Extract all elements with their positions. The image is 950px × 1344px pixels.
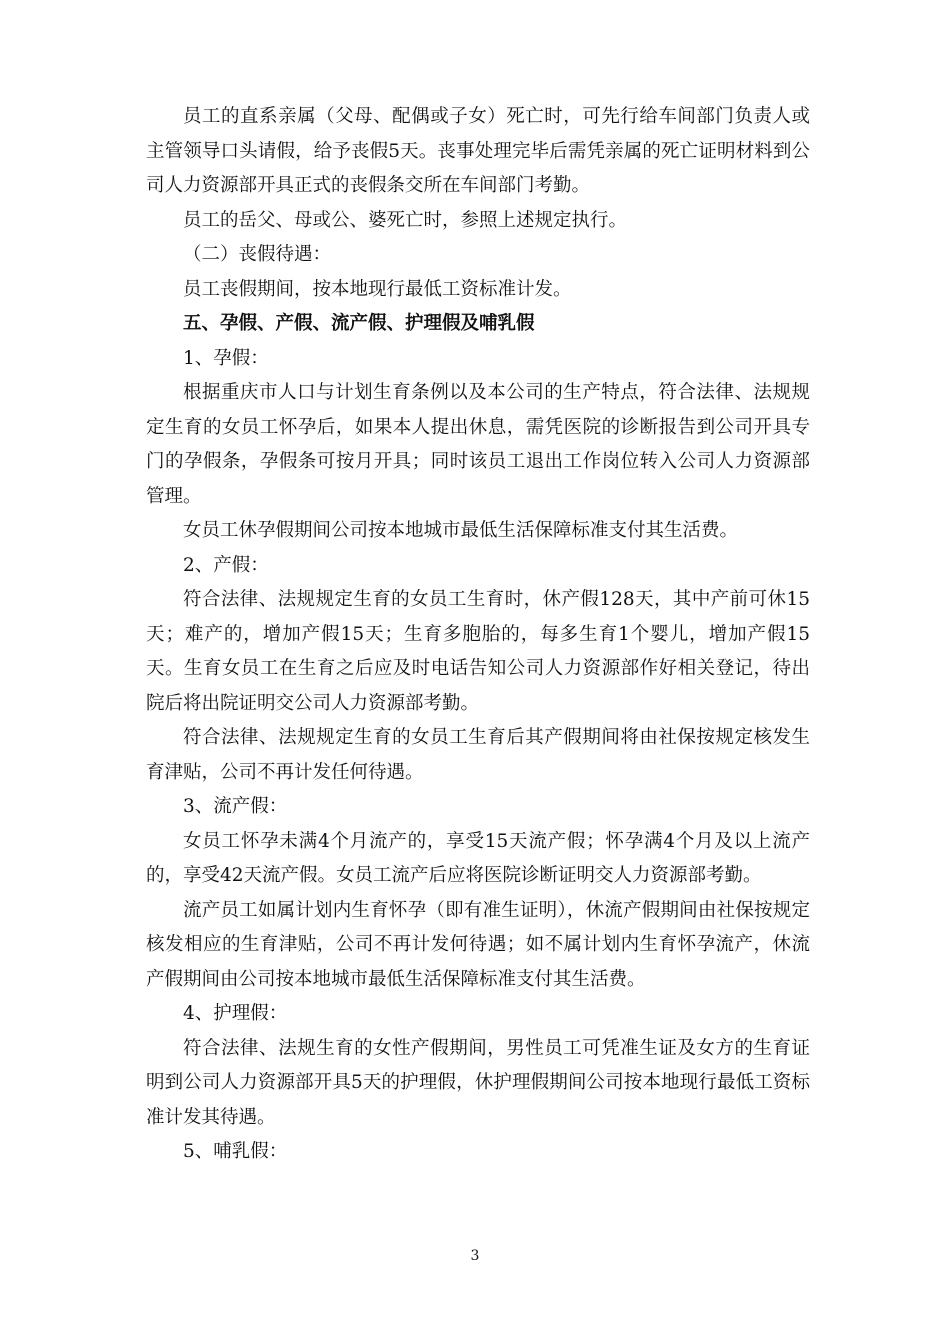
page-number: 3 (470, 1248, 480, 1264)
paragraph: 符合法律、法规规定生育的女员工生育后其产假期间将由社保按规定核发生育津贴，公司不再计发任何待遇。 (146, 727, 810, 783)
paragraph: 符合法律、法规规定生育的女员工生育时，休产假128天，其中产前可休15天；难产的，增加产假15天；生育多胞胎的，每多生育1个婴儿，增加产假15天。生育女员工在生育之后应及时电话告知公司人力资源部作好相关登记，待出院后将出院证明交公司人力资源部考勤。 (146, 589, 810, 714)
subsection-title: 5、哺乳假： (183, 1141, 288, 1162)
subsection-title: 3、流产假： (183, 796, 288, 817)
paragraph: 女员工怀孕未满4个月流产的，享受15天流产假；怀孕满4个月及以上流产的，享受42天流产假。女员工流产后应将医院诊断证明交人力资源部考勤。 (146, 830, 810, 886)
paragraph: 员工的岳父、母或公、婆死亡时，参照上述规定执行。 (183, 209, 628, 231)
paragraph: 员工丧假期间，按本地现行最低工资标准计发。 (183, 278, 572, 300)
paragraph: （二）丧假待遇： (183, 244, 332, 265)
paragraph: 符合法律、法规生育的女性产假期间，男性员工可凭准生证及女方的生育证明到公司人力资源部开具5天的护理假，休护理假期间公司按本地现行最低工资标准计发其待遇。 (146, 1037, 810, 1128)
paragraph: 女员工休孕假期间公司按本地城市最低生活保障标准支付其生活费。 (183, 520, 739, 541)
section-heading: 五、孕假、产假、流产假、护理假及哺乳假 (183, 313, 535, 334)
subsection-title: 2、产假： (183, 554, 269, 576)
subsection-title: 4、护理假： (183, 1003, 288, 1024)
paragraph: 根据重庆市人口与计划生育条例以及本公司的生产特点，符合法律、法规规定生育的女员工怀孕后，如果本人提出休息，需凭医院的诊断报告到公司开具专门的孕假条，孕假条可按月开具；同时该员工退出工作岗位转入公司人力资源部管理。 (146, 382, 810, 507)
subsection-title: 1、孕假： (183, 347, 269, 369)
paragraph: 员工的直系亲属（父母、配偶或子女）死亡时，可先行给车间部门负责人或主管领导口头请假，给予丧假5天。丧事处理完毕后需凭亲属的死亡证明材料到公司人力资源部开具正式的丧假条交所在车间部门考勤。 (146, 106, 810, 196)
paragraph: 流产员工如属计划内生育怀孕（即有准生证明），休流产假期间由社保按规定核发相应的生育津贴，公司不再计发何待遇；如不属计划内生育怀孕流产，休流产假期间由公司按本地城市最低生活保障标准支付其生活费。 (146, 899, 810, 990)
document-page (146, 100, 810, 1170)
